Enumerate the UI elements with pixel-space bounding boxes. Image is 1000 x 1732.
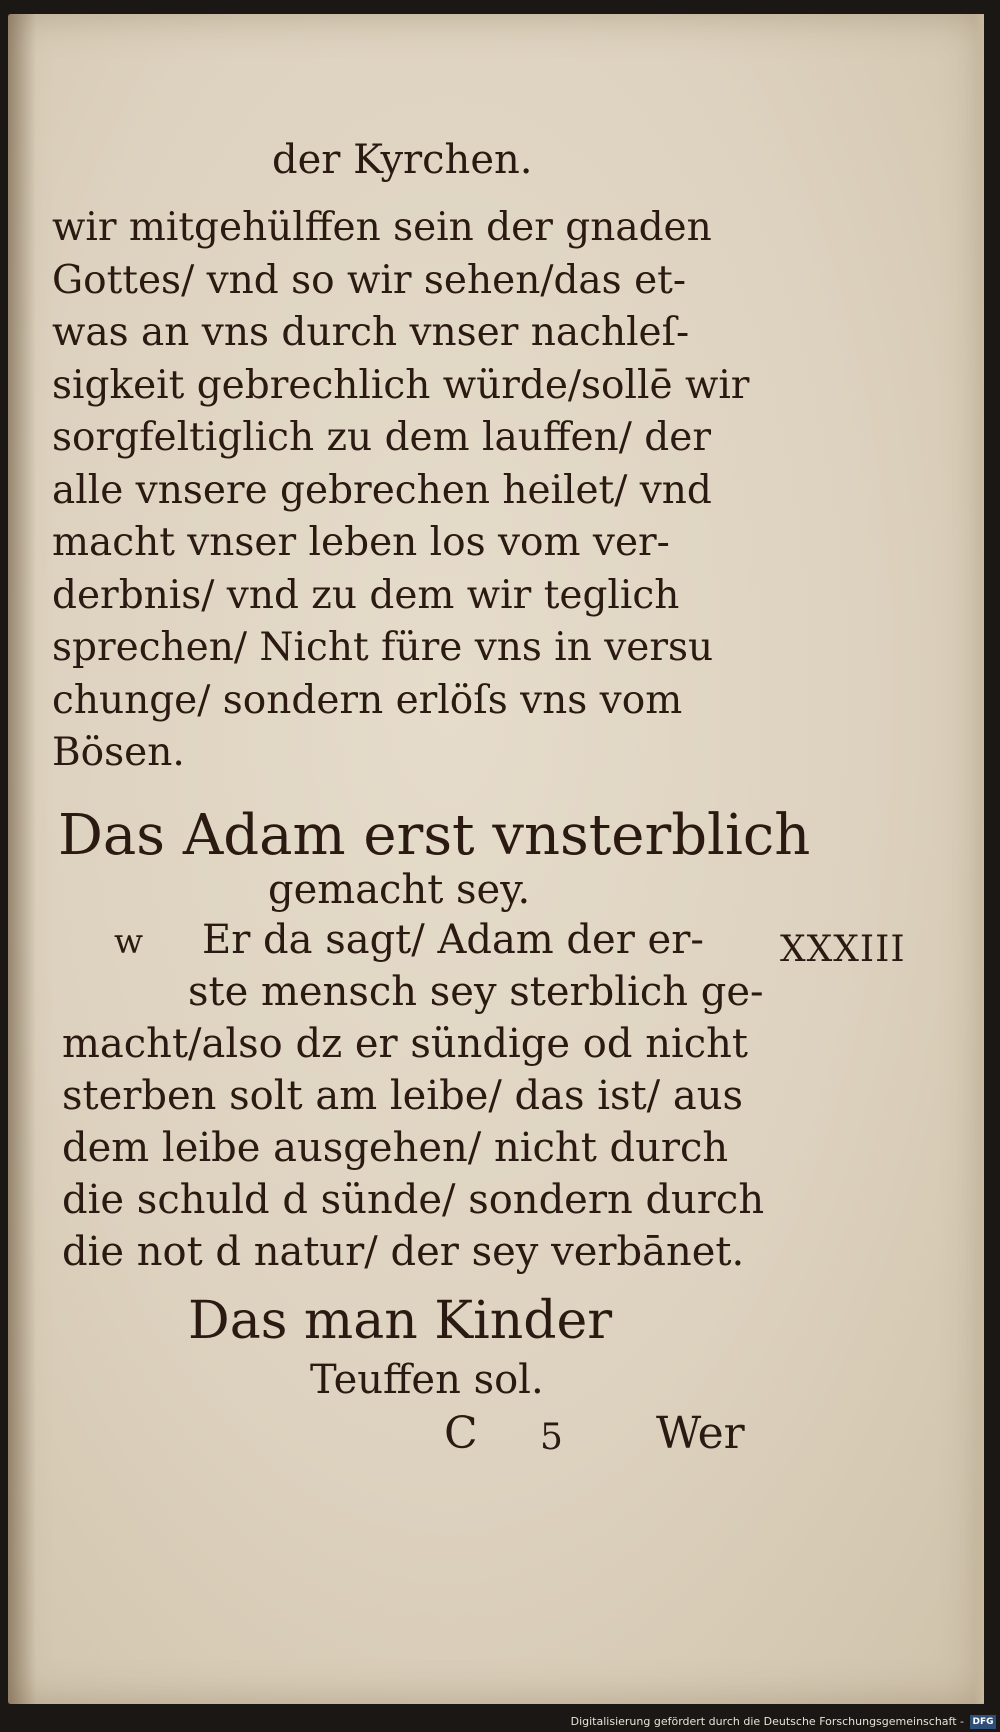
text-line: die not d natur/ der sey verbānet.	[62, 1229, 745, 1275]
signature-number: 5	[540, 1417, 563, 1458]
text-line: dem leibe ausgehen/ nicht durch	[62, 1125, 729, 1171]
section-heading-adam: Das Adam erst vnsterblich	[58, 803, 811, 868]
body-text-block-1	[52, 205, 750, 786]
text-line: Er da sagt/ Adam der er-	[202, 917, 704, 963]
text-line: sterben solt am leibe/ das ist/ aus	[62, 1073, 743, 1119]
text-line: derbnis/ vnd zu dem wir teglich	[52, 572, 680, 618]
text-line: sprechen/ Nicht füre vns in versu	[52, 625, 714, 670]
text-line: chunge/ sondern erlöſs vns vom	[52, 677, 683, 723]
section-heading-kinder-line2: Teuffen sol.	[310, 1357, 544, 1403]
text-line: sorgfeltiglich zu dem lauffen/ der	[52, 415, 711, 460]
text-line: sigkeit gebrechlich würde/sollē wir	[52, 362, 750, 408]
text-line: macht vnser leben los vom ver-	[52, 520, 670, 565]
text-line: ste mensch sey sterblich ge-	[188, 969, 764, 1015]
section-heading-kinder: Das man Kinder	[188, 1291, 613, 1351]
section-heading-adam-line2: gemacht sey.	[268, 867, 531, 913]
digitization-credit: Digitalisierung gefördert durch die Deutsche Forschungsgemeinschaft -	[570, 1715, 964, 1728]
text-line: was an vns durch vnser nachleſ-	[52, 310, 690, 355]
text-line: Bösen.	[52, 730, 185, 775]
page-gutter-shadow	[8, 14, 36, 1704]
catchword: Wer	[656, 1408, 745, 1459]
page-edge	[974, 14, 984, 1704]
lead-initial: w	[114, 922, 144, 962]
signature-letter: C	[444, 1408, 478, 1459]
text-line: Gottes/ vnd so wir sehen/das et-	[52, 257, 687, 303]
text-line: alle vnsere gebrechen heilet/ vnd	[52, 467, 712, 513]
dfg-logo: DFG	[970, 1715, 996, 1729]
running-header: der Kyrchen.	[272, 137, 533, 183]
text-line: macht/also dz er sündige od nicht	[62, 1021, 748, 1067]
body-text-block-2	[62, 917, 765, 1284]
text-line: wir mitgehülffen sein der gnaden	[52, 205, 712, 250]
marginal-numeral: XXXIII	[780, 929, 906, 970]
text-line: die schuld d sünde/ sondern durch	[62, 1177, 765, 1223]
